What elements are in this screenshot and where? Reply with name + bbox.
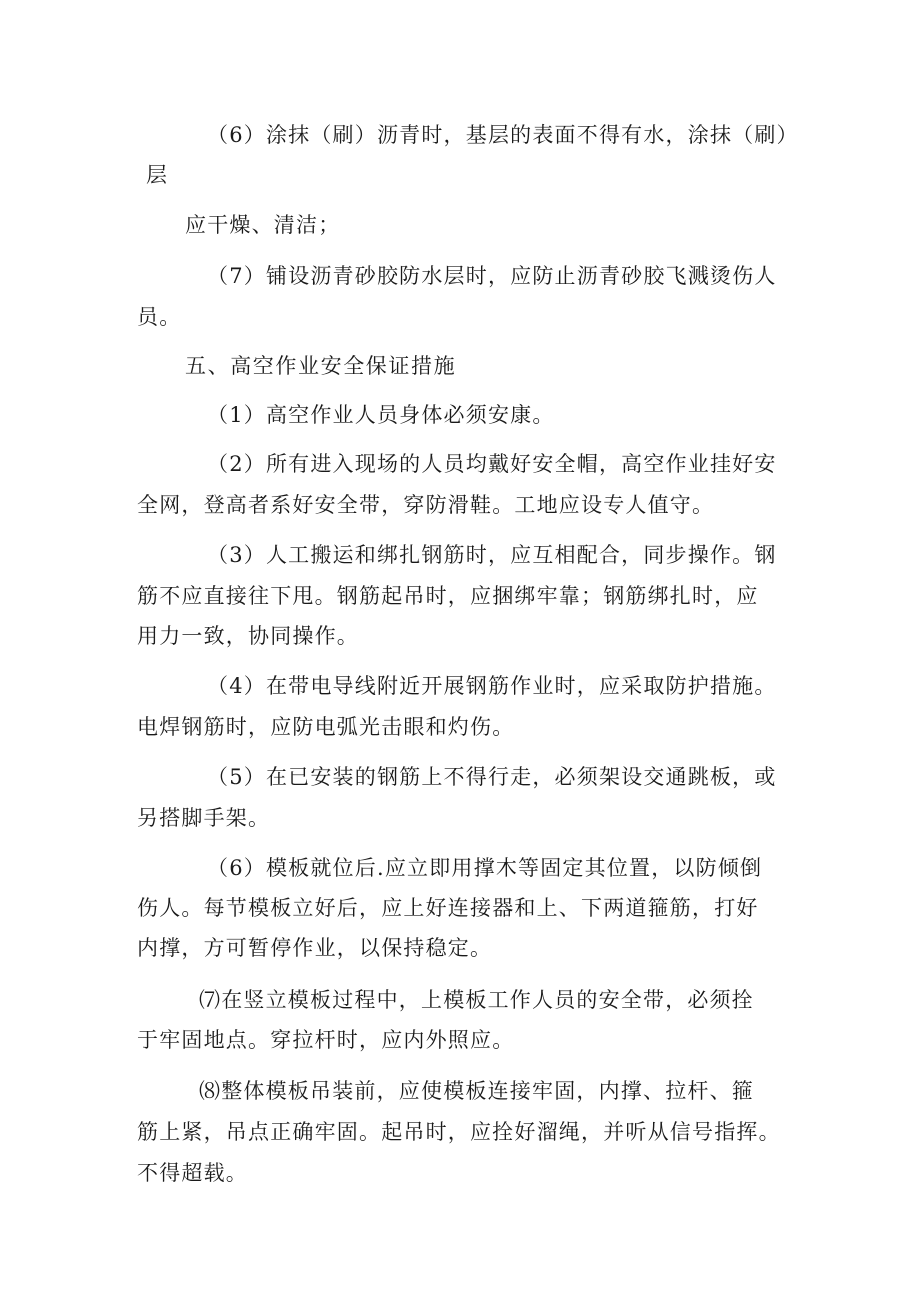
paragraph-line: 筋不应直接往下甩。钢筋起吊时，应捆绑牢靠；钢筋绑扎时，应 <box>137 584 759 608</box>
paragraph-line: （2）所有进入现场的人员均戴好安全帽，高空作业挂好安 <box>207 452 777 476</box>
paragraph-line: （5）在已安装的钢筋上不得行走，必须架设交通跳板，或 <box>207 765 777 789</box>
paragraph-line: 电焊钢筋时，应防电弧光击眼和灼伤。 <box>137 715 515 739</box>
paragraph-line: （1）高空作业人员身体必须安康。 <box>207 403 555 427</box>
paragraph-line: 伤人。每节模板立好后，应上好连接器和上、下两道箍筋，打好 <box>137 896 759 920</box>
paragraph-line: 不得超载。 <box>137 1161 248 1185</box>
paragraph-line: ⑺在竖立模板过程中，上模板工作人员的安全带，必须拴 <box>199 988 754 1012</box>
paragraph-line: ⑻整体模板吊装前，应使模板连接牢固，内撑、拉杆、箍 <box>199 1079 754 1103</box>
paragraph-line: 员。 <box>137 305 182 329</box>
paragraph-line: 另搭脚手架。 <box>137 806 271 830</box>
paragraph-line: 全网，登高者系好安全带，穿防滑鞋。工地应设专人值守。 <box>137 493 715 517</box>
paragraph-line: （6）涂抹（刷）沥青时，基层的表面不得有水，涂抹（刷） <box>207 123 799 147</box>
paragraph-line: 内撑，方可暂停作业，以保持稳定。 <box>137 936 493 960</box>
paragraph-line: 于牢固地点。穿拉杆时，应内外照应。 <box>137 1028 515 1052</box>
section-heading: 五、高空作业安全保证措施 <box>185 354 457 378</box>
paragraph-line: （6）模板就位后.应立即用撑木等固定其位置，以防倾倒 <box>207 856 763 880</box>
paragraph-line: （3）人工搬运和绑扎钢筋时，应互相配合，同步操作。钢 <box>207 543 777 567</box>
paragraph-line: 应干燥、清洁； <box>185 213 341 237</box>
paragraph-line: 筋上紧，吊点正确牢固。起吊时，应拴好溜绳，并听从信号指挥。 <box>137 1120 781 1144</box>
paragraph-line: （7）铺设沥青砂胶防水层时，应防止沥青砂胶飞溅烫伤人 <box>207 264 777 288</box>
paragraph-line: 层 <box>146 163 169 187</box>
paragraph-line: 用力一致，协同操作。 <box>137 624 359 648</box>
paragraph-line: （4）在带电导线附近开展钢筋作业时，应采取防护措施。 <box>207 674 777 698</box>
